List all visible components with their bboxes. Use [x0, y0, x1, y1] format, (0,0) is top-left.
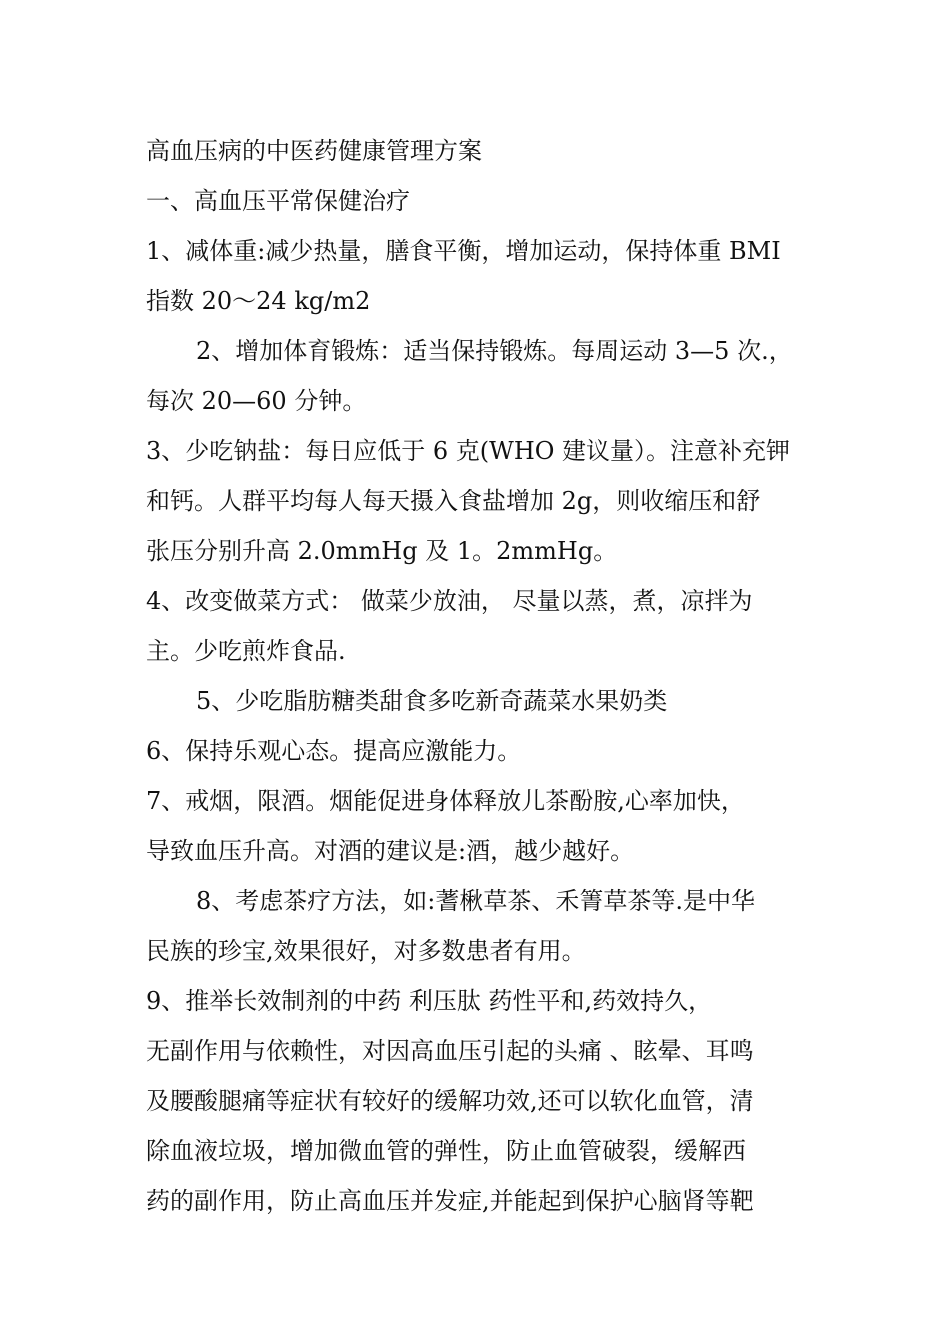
paragraph-line: 5、少吃脂肪糖类甜食多吃新奇蔬菜水果奶类 — [196, 687, 668, 715]
paragraph-line: 2、增加体育锻炼：适当保持锻炼。每周运动 3—5 次.， — [196, 337, 793, 365]
document-body — [146, 126, 818, 1226]
section-heading: 一、高血压平常保健治疗 — [146, 187, 410, 215]
paragraph-line: 6、保持乐观心态。提高应激能力。 — [146, 737, 522, 765]
paragraph-line: 和钙。人群平均每人每天摄入食盐增加 2g，则收缩压和舒 — [146, 487, 761, 515]
paragraph-line: 药的副作用，防止高血压并发症,并能起到保护心脑肾等靶 — [146, 1187, 754, 1215]
paragraph-line: 指数 20～24 kg/m2 — [146, 287, 371, 315]
paragraph-line: 1、减体重:减少热量，膳食平衡，增加运动，保持体重 BMI — [146, 237, 781, 265]
document-title: 高血压病的中医药健康管理方案 — [146, 137, 482, 165]
paragraph-line: 3、少吃钠盐：每日应低于 6 克(WHO 建议量）。注意补充钾 — [146, 437, 791, 465]
paragraph-line: 9、推举长效制剂的中药 利压肽 药性平和,药效持久， — [146, 987, 713, 1015]
paragraph-line: 除血液垃圾，增加微血管的弹性，防止血管破裂，缓解西 — [146, 1137, 746, 1165]
paragraph-line: 民族的珍宝,效果很好，对多数患者有用。 — [146, 937, 586, 965]
paragraph-line: 4、改变做菜方式： 做菜少放油， 尽量以蒸，煮，凉拌为 — [146, 587, 753, 615]
paragraph-line: 导致血压升高。对酒的建议是:酒，越少越好。 — [146, 837, 635, 865]
paragraph-line: 及腰酸腿痛等症状有较好的缓解功效,还可以软化血管，清 — [146, 1087, 754, 1115]
paragraph-line: 每次 20—60 分钟。 — [146, 387, 367, 415]
paragraph-line: 8、考虑茶疗方法，如:蓍楸草茶、禾箐草茶等.是中华 — [196, 887, 755, 915]
paragraph-line: 无副作用与依赖性，对因高血压引起的头痛 、眩晕、耳鸣 — [146, 1037, 754, 1065]
paragraph-line: 主。少吃煎炸食品. — [146, 637, 346, 665]
paragraph-line: 张压分别升高 2.0mmHg 及 1。2mmHg。 — [146, 537, 618, 565]
paragraph-line: 7、戒烟，限酒。烟能促进身体释放儿茶酚胺,心率加快， — [146, 787, 745, 815]
